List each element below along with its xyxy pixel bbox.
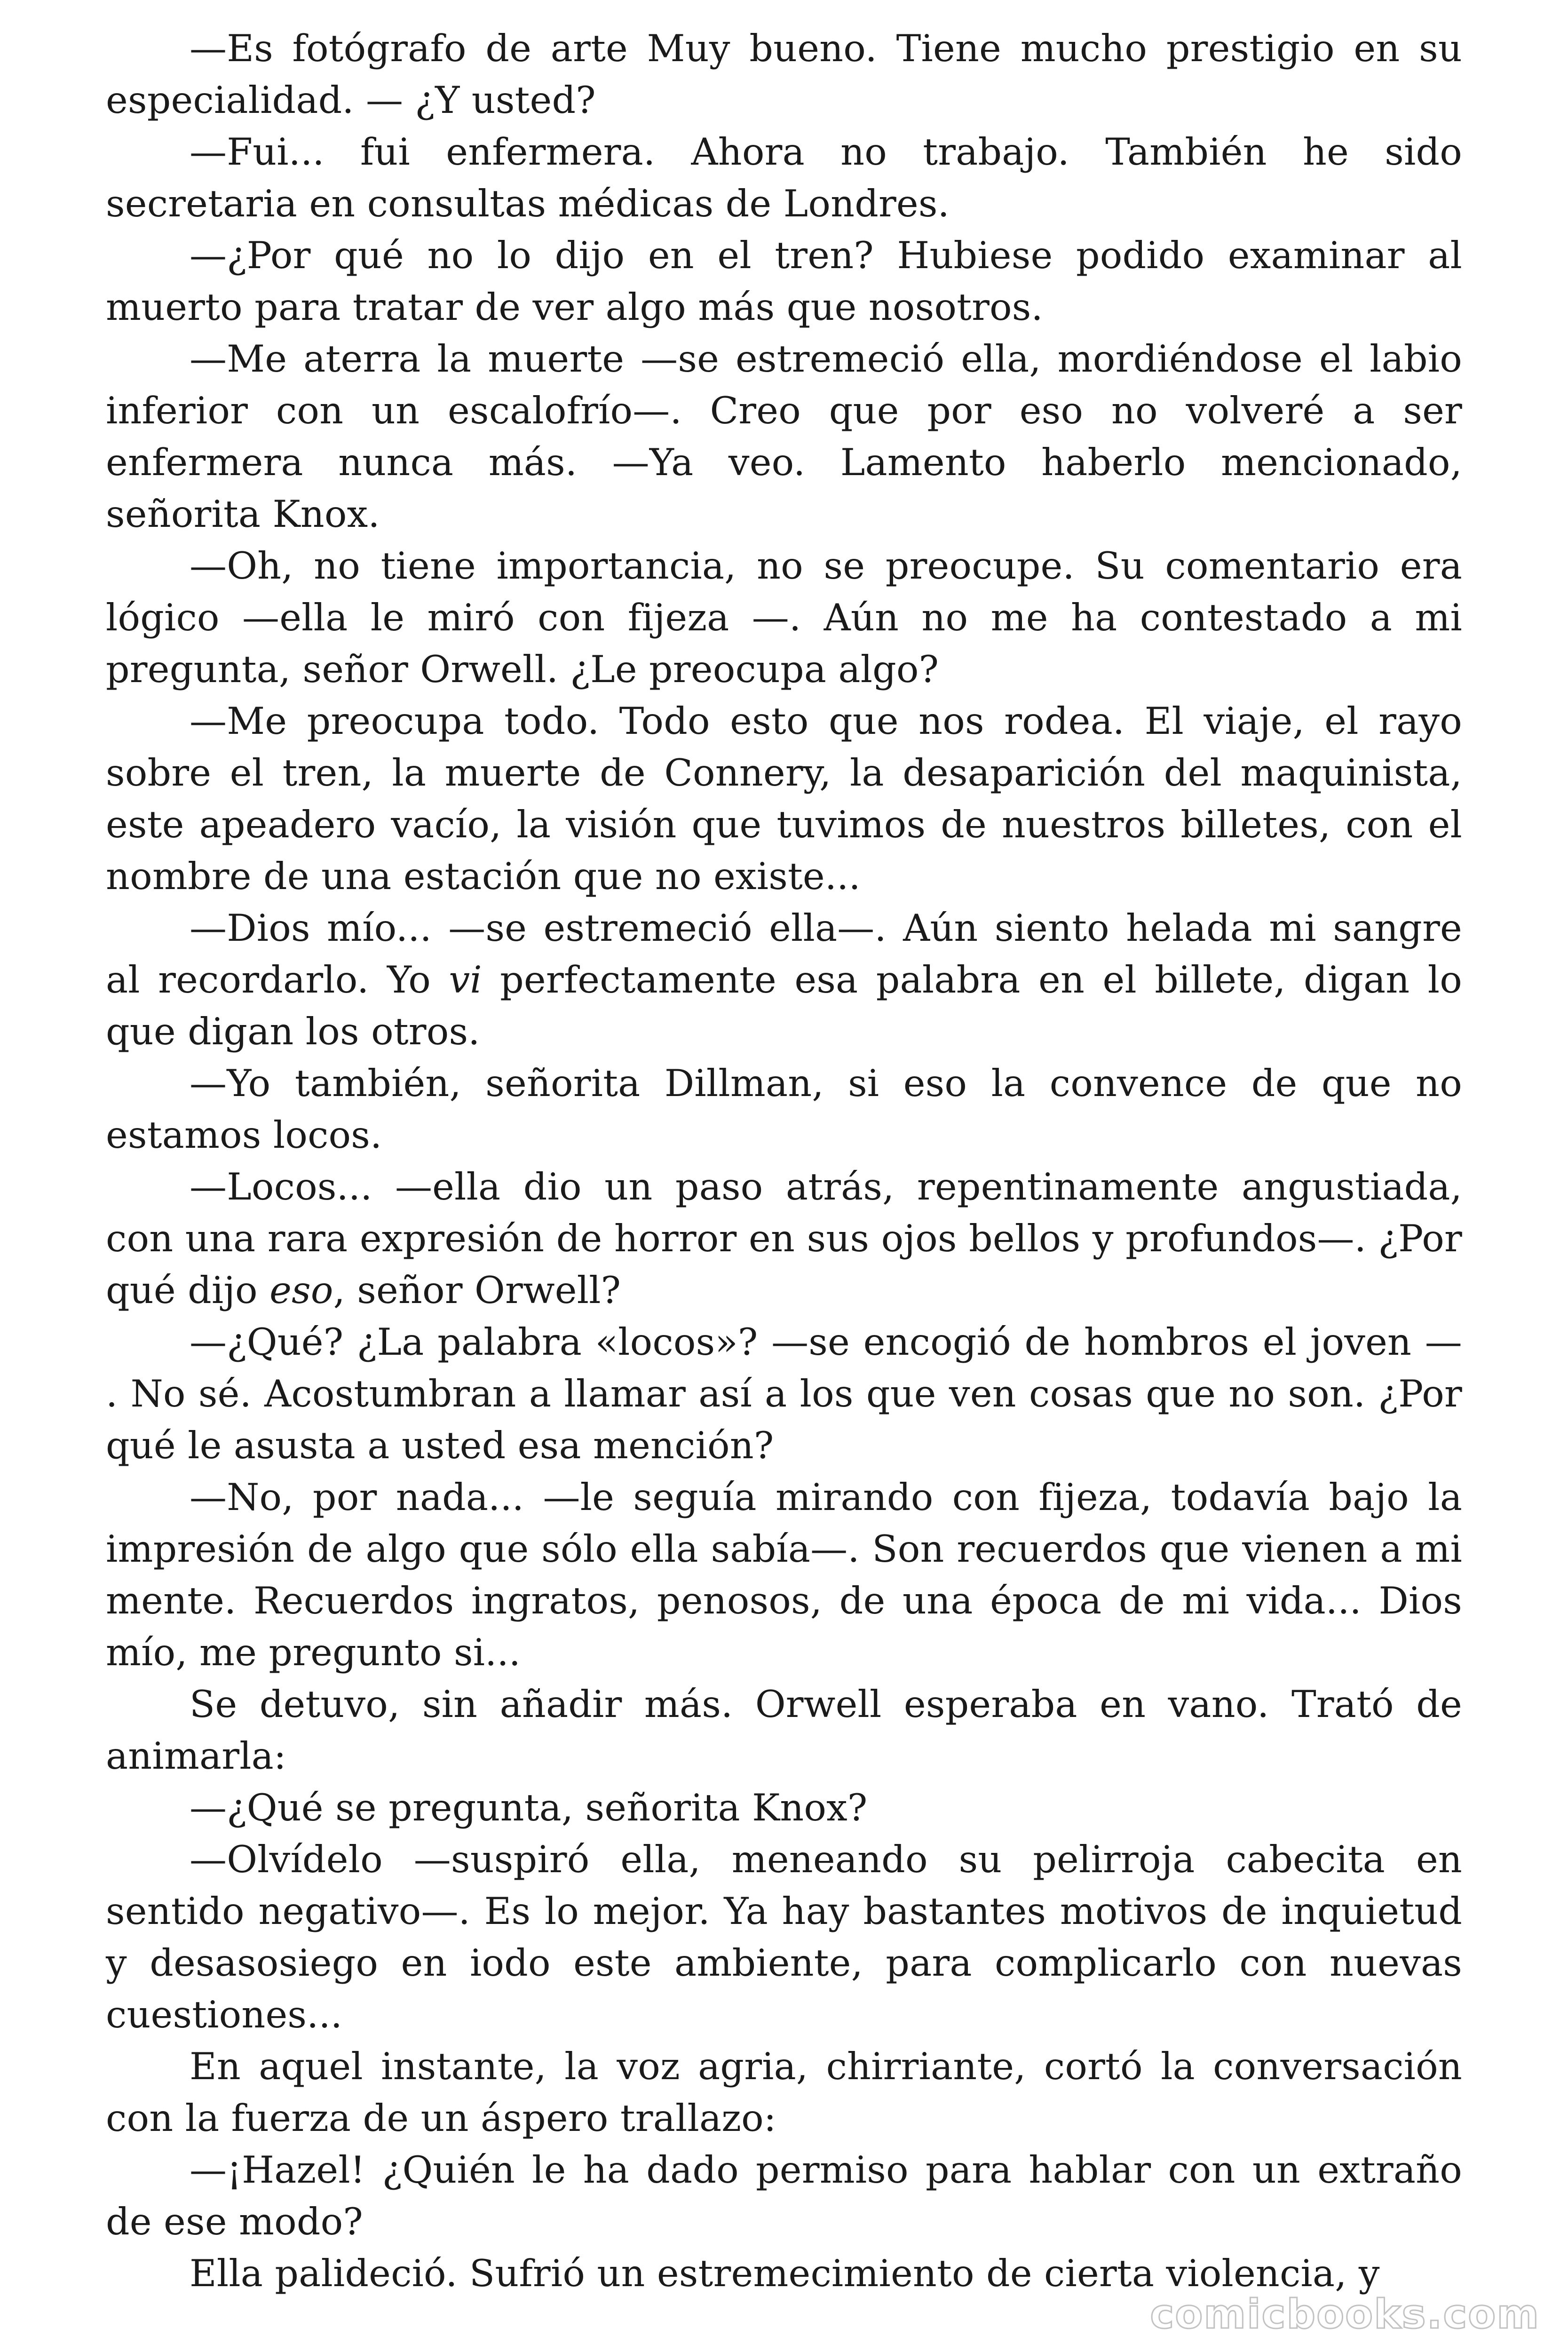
- paragraph: [106, 1161, 1462, 1316]
- paragraph: —Yo también, señorita Dillman, si eso la convence de que no estamos locos.: [106, 1062, 1462, 1157]
- paragraph: Ella palideció. Sufrió un estremecimiento de cierta violencia, y: [190, 2252, 1380, 2295]
- paragraph: —Olvídelo —suspiró ella, meneando su pelirroja cabecita en sentido negativo—. Es lo mejor. Ya hay bastantes motivos de inquietud y desasosiego en iodo este ambiente, para complicarlo con nuevas cuestiones...: [106, 1838, 1462, 2036]
- paragraph: —¿Por qué no lo dijo en el tren? Hubiese podido examinar al muerto para tratar de ver algo más que nosotros.: [106, 234, 1462, 329]
- paragraph-text: perfectamente esa palabra en el billete, digan lo que digan los otros.: [106, 958, 1462, 1053]
- paragraph-text: —Locos... —ella dio un paso atrás, repentinamente angustiada, con una rara expresión de horror en sus ojos bellos y profundos—. ¿Por qué dijo: [106, 1165, 1462, 1312]
- paragraph-text: , señor Orwell?: [333, 1269, 621, 1312]
- paragraph-text: —Dios mío... —se estremeció ella—. Aún siento helada mi sangre al recordarlo. Yo: [106, 906, 1462, 1001]
- paragraph: —¿Qué? ¿La palabra «locos»? —se encogió de hombros el joven — . No sé. Acostumbran a llamar así a los que ven cosas que no son. ¿Por qué le asusta a usted esa mención?: [106, 1320, 1462, 1467]
- paragraph: —Fui... fui enfermera. Ahora no trabajo. También he sido secretaria en consultas médicas de Londres.: [106, 130, 1462, 225]
- paragraph: —¿Qué se pregunta, señorita Knox?: [190, 1786, 868, 1829]
- paragraph: —Me aterra la muerte —se estremeció ella, mordiéndose el labio inferior con un escalofrío—. Creo que por eso no volveré a ser enfermera nunca más. —Ya veo. Lamento haberlo mencionado, señorita Knox.: [106, 337, 1462, 536]
- italic-word: vi: [449, 958, 482, 1001]
- paragraph: —Me preocupa todo. Todo esto que nos rodea. El viaje, el rayo sobre el tren, la muerte de Connery, la desaparición del maquinista, este apeadero vacío, la visión que tuvimos de nuestros billetes, con el nombre de una estación que no existe...: [106, 699, 1462, 898]
- paragraph: En aquel instante, la voz agria, chirriante, cortó la conversación con la fuerza de un áspero trallazo:: [106, 2045, 1462, 2140]
- book-page-text: [106, 23, 1462, 2299]
- paragraph: —No, por nada... —le seguía mirando con fijeza, todavía bajo la impresión de algo que sólo ella sabía—. Son recuerdos que vienen a mi mente. Recuerdos ingratos, penosos, de una época de mi vida... Dios mío, me pregunto si...: [106, 1476, 1462, 1674]
- paragraph: —Oh, no tiene importancia, no se preocupe. Su comentario era lógico —ella le miró con fijeza —. Aún no me ha contestado a mi pregunta, señor Orwell. ¿Le preocupa algo?: [106, 544, 1462, 691]
- paragraph: —Es fotógrafo de arte Muy bueno. Tiene mucho prestigio en su especialidad. — ¿Y usted?: [106, 27, 1462, 122]
- watermark: comicbooks.com: [1150, 2291, 1540, 2338]
- paragraph: [106, 902, 1462, 1057]
- italic-word: eso: [269, 1269, 333, 1312]
- paragraph: Se detuvo, sin añadir más. Orwell esperaba en vano. Trató de animarla:: [106, 1683, 1462, 1778]
- paragraph: —¡Hazel! ¿Quién le ha dado permiso para hablar con un extraño de ese modo?: [106, 2148, 1462, 2243]
